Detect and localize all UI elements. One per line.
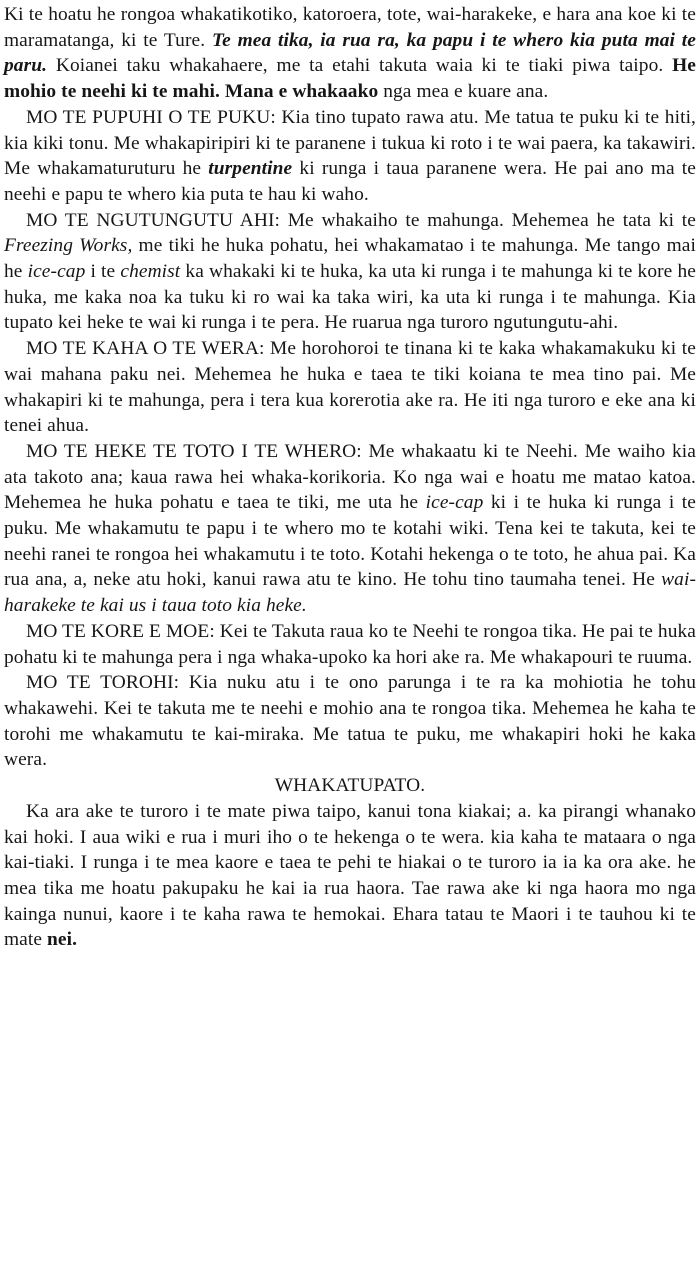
paragraph-rongoa: Ki te hoatu he rongoa whakatikotiko, katoroera, tote, wai-harakeke, e hara ana koe ki te maramatanga, ki te Ture. Te mea tika, ia rua ra, ka papu i te whero kia puta mai te paru. Koianei taku whakahaere, me ta etahi takuta waia ki te tiaki piwa taipo. He mohio te neehi ki te mahi. Mana e whakaako nga mea e kuare ana.: [4, 4, 696, 103]
paragraph-pupuhi-o-te-puku: MO TE PUPUHI O TE PUKU: Kia tino tupato rawa atu. Me tatua te puku ki te hiti, kia kiki tonu. Me whakapiripiri ki te paranene i tukua ki roto i te wai paera, ka takawiri. Me whakamaturuturu he turpentine ki runga i taua paranene wera. He pai ano ma te neehi e papu te whero kia puta te hau ki waho.: [4, 106, 696, 205]
paragraph-kaha-o-te-wera: MO TE KAHA O TE WERA: Me horohoroi te tinana ki te kaka whakamakuku ki te wai mahana paku nei. Mehemea he huka e taea te tiki koiana te mea tino pai. Me whakapiri ki te mahunga, pera i tera kua korerotia ake ra. He iti nga turoro e eke ana ki tenei ahua.: [4, 338, 696, 437]
section-heading: WHAKATUPATO.: [274, 775, 426, 797]
paragraph-heke-te-toto: MO TE HEKE TE TOTO I TE WHERO: Me whakaatu ki te Neehi. Me waiho kia ata takoto ana; kaua rawa hei whaka-korikoria. Ko nga wai e hoatu me matao katoa. Mehemea he huka pohatu e taea te tiki, me uta he ice-cap ki i te huka ki runga i te puku. Me whakamutu te papu i te whero mo te kotahi wiki. Tena kei te takuta, kei te neehi ranei te rongoa hei whakamutu i te toto. Kotahi hekenga o te toto, he ahua pai. Ka rua ana, a, neke atu hoki, kanui rawa atu te kino. He tohu tino taumaha tenei. He wai-harakeke te kai us i taua toto kia heke.: [4, 440, 696, 617]
paragraph-whakatupato: Ka ara ake te turoro i te mate piwa taipo, kanui tona kiakai; a. ka pirangi whanako kai hoki. I aua wiki e rua i muri iho o te hekenga o te wera. kia kaha te mataara o nga kai-tiaki. I runga i te mea kaore e taea te pehi te hiakai o te turoro ia ia ka ora ake. he mea tika me hoatu pakupaku he kai ia rua haora. Tae rawa ake ki nga haora mo nga kainga nunui, kaore i te kaha rawa te hemokai. Ehara tatau te Maori i te tauhou ki te mate nei.: [4, 800, 696, 951]
paragraph-torohi: MO TE TOROHI: Kia nuku atu i te ono parunga i te ra ka mohiotia he tohu whakawehi. Kei te takuta me te neehi e mohio ana te rongoa tika. Mehemea he kaha te torohi me whakamutu te kai-miraka. Me tatua te puku, me whakapiri hoki he kaka wera.: [4, 672, 696, 771]
paragraph-ngutungutu-ahi: MO TE NGUTUNGUTU AHI: Me whakaiho te mahunga. Mehemea he tata ki te Freezing Works, me tiki he huka pohatu, hei whakamatao i te mahunga. Me tango mai he ice-cap i te chemist ka whakaki ki te huka, ka uta ki runga i te mahunga ki te kore he huka, me kaka noa ka tuku ki ro wai ka taka wiri, ka uta ki runga i te mahunga. Kia tupato kei heke te wai ki runga i te pera. He ruarua nga turoro ngutungutu-ahi.: [4, 209, 696, 334]
paragraph-kore-e-moe: MO TE KORE E MOE: Kei te Takuta raua ko te Neehi te rongoa tika. He pai te huka pohatu ki te mahunga pera i nga whaka-upoko ka hori ake ra. Me whakapouri te ruuma.: [4, 620, 696, 668]
